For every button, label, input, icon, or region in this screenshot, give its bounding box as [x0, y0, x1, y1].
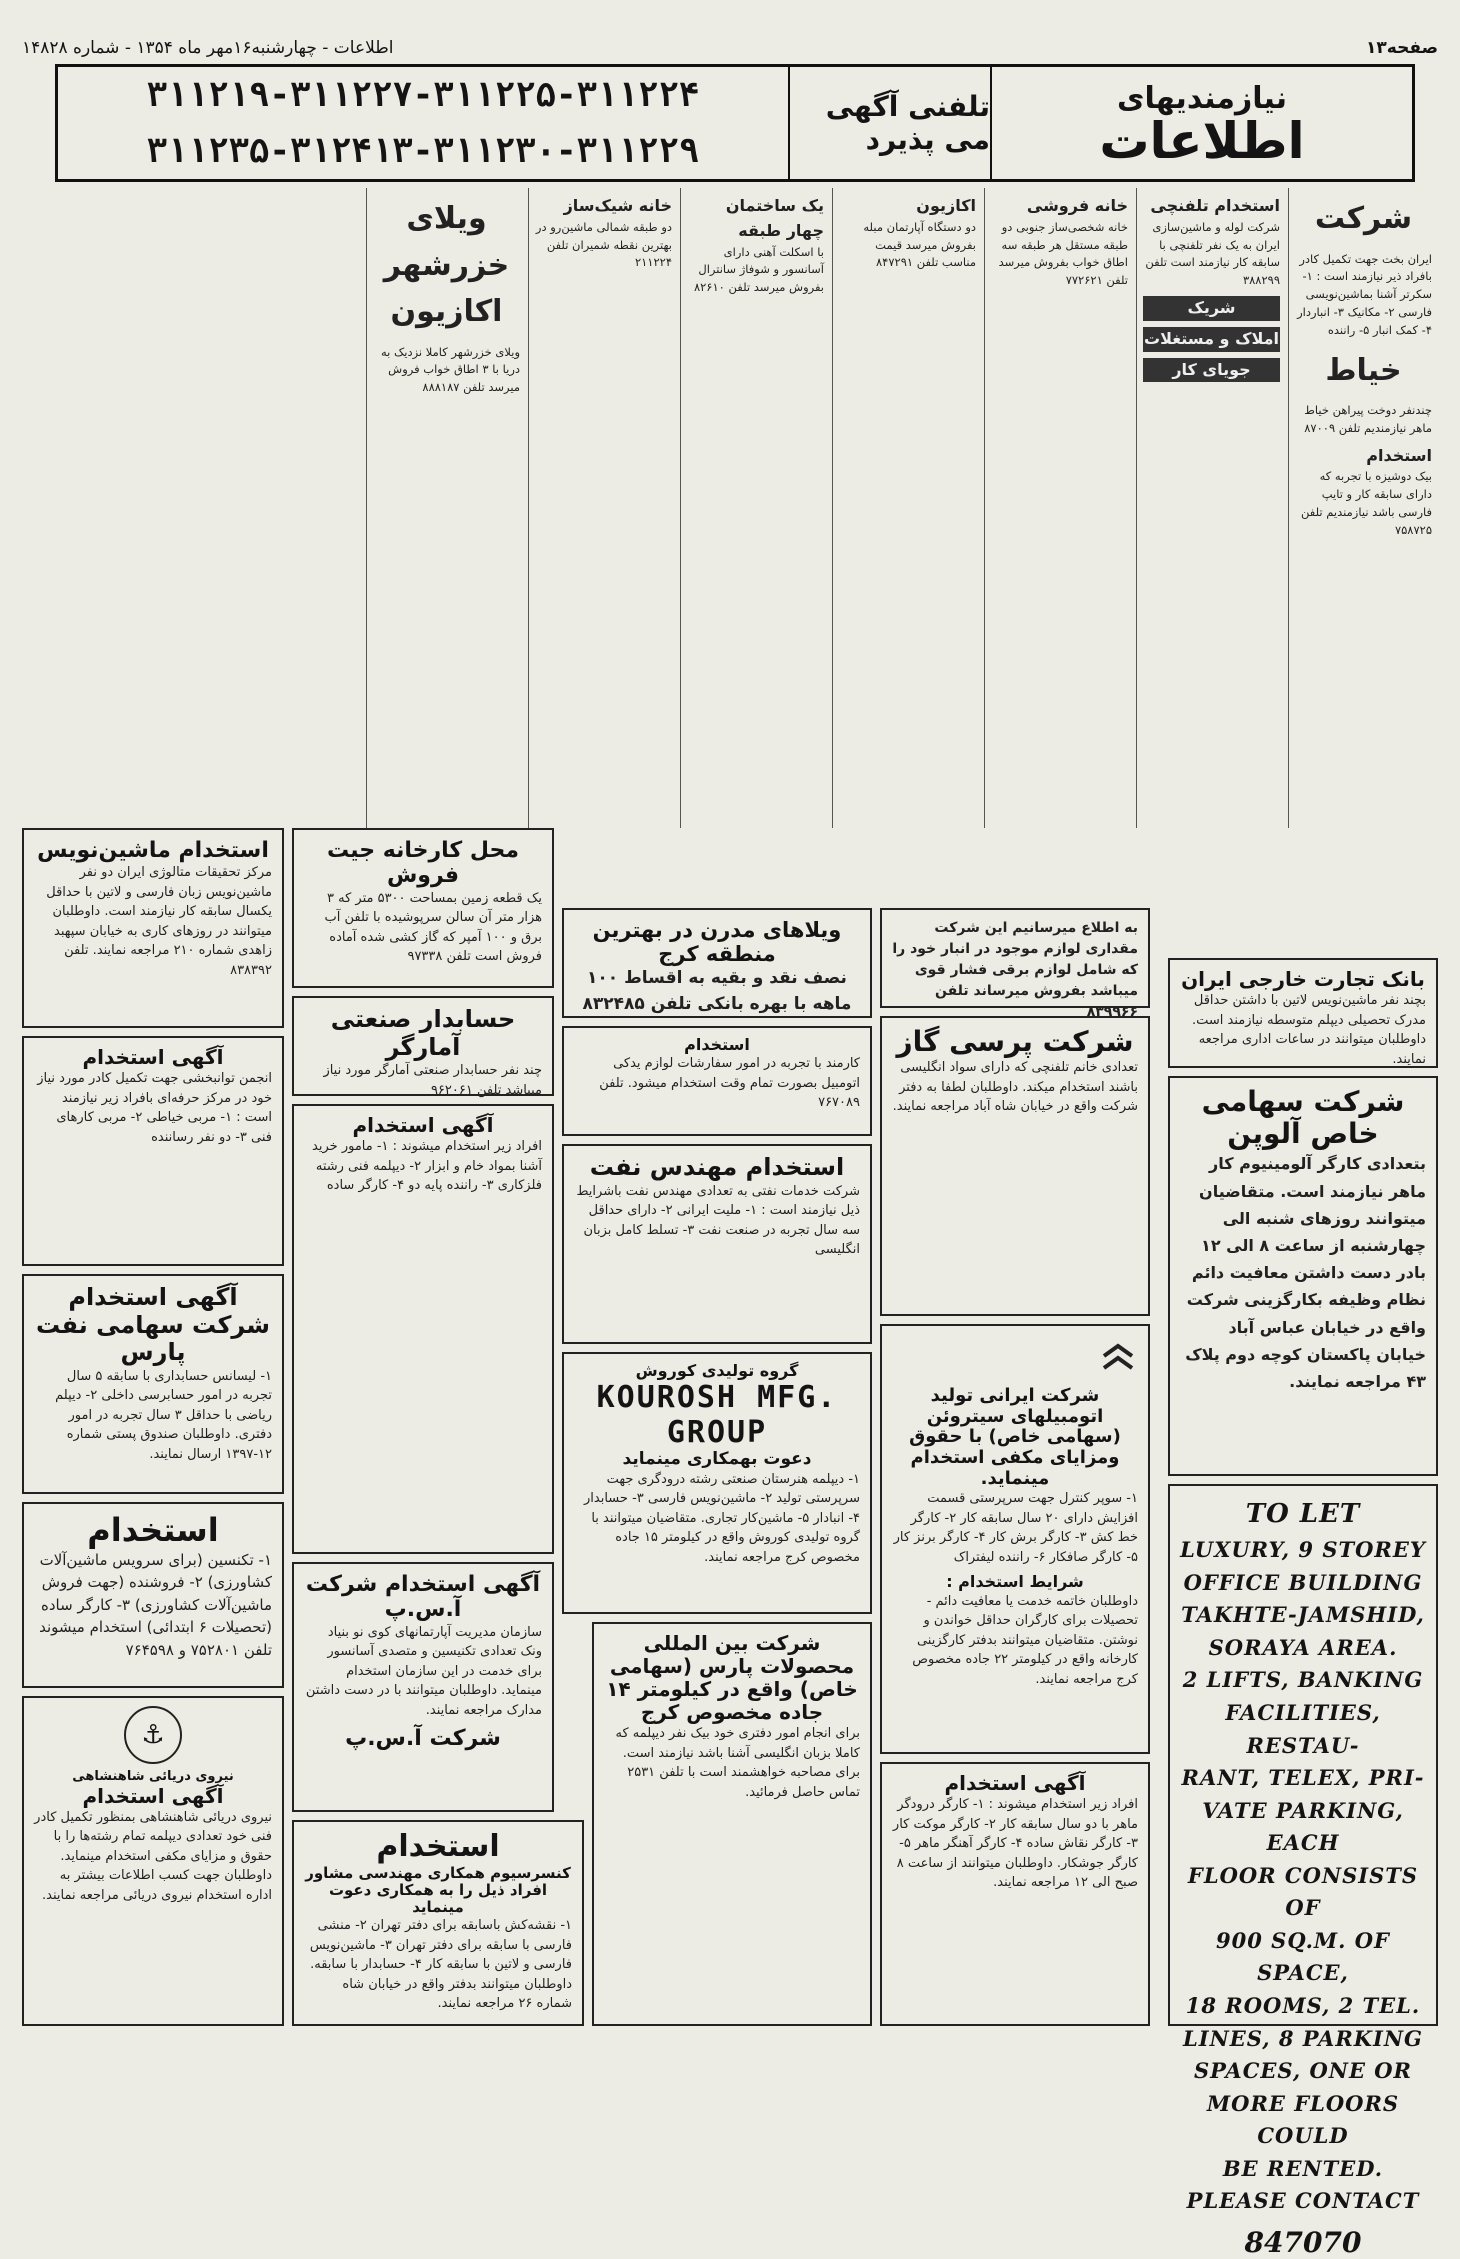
page-number: صفحه۱۳	[1366, 38, 1438, 58]
rehab-ad	[22, 1036, 284, 1266]
banner-brand-top: نیازمندیهای	[1116, 80, 1288, 116]
alupen-ad-body: بتعدادی کارگر آلومینیوم کار ماهر نیازمند است. متقاضیان میتوانند روزهای شنبه الی چهارشنبه از ساعت ۸ الی ۱۲ بادر دست داشتن معافیت دائم نظام وظیفه بکارگزینی شرکت واقع در خیابان عباس آباد خیابان پاکستان کوچه دوم پلاک ۴۳ مراجعه نمایند.	[1185, 1154, 1426, 1391]
alupen-ad	[1168, 1076, 1438, 1476]
pars-products-title: شرکت بین المللی محصولات پارس (سهامی خاص) واقع در کیلومتر ۱۴ جاده مخصوص کرج	[606, 1631, 858, 1724]
consortium-ad-body: ۱- نقشه‌کش باسابقه برای دفتر تهران ۲- منشی فارسی با سابقه برای دفتر تهران ۳- ماشین‌نویس فارسی و لاتین با سابقه کار ۴- حسابدار با سابقه. داوطلبان میتوانند بدفتر واقع در خیابان شاه شماره ۲۶ مراجعه نمایند.	[309, 1918, 572, 2012]
typist-ad-body: مرکز تحقیقات متالوژی ایران دو نفر ماشین‌نویس زبان فارسی و لاتین با حداقل یکسال سابقه کار نیازمند است. داوطلبان میتوانند در روزهای کاری به خیابان سپهبد زاهدی شماره ۲۱۰ مراجعه نمایند. تلفن ۸۳۸۳۹۲	[46, 865, 272, 978]
kourosh-logo: KOUROSH MFG. GROUP	[596, 1380, 838, 1451]
typist-ad	[22, 828, 284, 1028]
column-1-title: شرکت	[1314, 201, 1413, 236]
column-5-title: یک ساختمان چهار طبقه	[725, 196, 824, 240]
citroen-ad-body: ۱- سوپر کنترل جهت سرپرستی قسمت افزایش دارای ۲۰ سال سابقه کار ۲- کارگر خط کش ۳- کارگر برش کار ۴- کارگر برنز کار ۵- کارگر صافکار ۶- راننده لیفتراک	[893, 1491, 1138, 1565]
naft-pars-ad	[22, 1274, 284, 1494]
naft-pars-ad-body: ۱- لیسانس حسابداری با سابقه ۵ سال تجربه در امور حسابرسی داخلی ۲- دیپلم ریاضی با حداقل ۳ سال تجربه در امور دفتری. داوطلبان صندوق پستی شماره ۱۲-۱۳۹۷ ارسال نمایند.	[55, 1368, 272, 1462]
banner-tagline: تلفنی آگهی می پذیرد	[788, 67, 990, 179]
karaj-villa-body: نصف نقد و بقیه به اقساط ۱۰۰ ماهه با بهره بانکی تلفن ۸۳۲۴۸۵	[582, 968, 852, 1014]
to-let-line-4: TAKHTE-JAMSHID,	[1181, 1602, 1425, 1628]
classifieds-banner	[55, 64, 1415, 182]
to-let-line-16: BE RENTED.	[1222, 2155, 1384, 2181]
column-2-section-jobseekers: جویای کار	[1143, 358, 1280, 383]
to-let-line-3: OFFICE BUILDING	[1183, 1569, 1423, 1595]
accountant-ad-title: حسابدار صنعتی آمارگر	[330, 1005, 516, 1061]
bank-ad-title: بانک تجارت خارجی ایران	[1181, 967, 1425, 991]
classified-column-4	[832, 188, 982, 828]
consortium-ad	[292, 1820, 584, 2026]
to-let-line-8: RANT, TELEX, PRI-	[1181, 1765, 1425, 1791]
to-let-line-2: LUXURY, 9 STOREY	[1180, 1537, 1426, 1563]
typist-ad-title: استخدام ماشین‌نویس	[37, 838, 269, 863]
column-5-body: با اسکلت آهنی دارای آسانسور و شوفاژ سانترال بفروش میرسد تلفن ۸۲۶۱۰	[693, 244, 824, 295]
technician-ad-title: استخدام	[87, 1511, 219, 1549]
kourosh-ad-body: ۱- دیپلمه هنرستان صنعتی رشته درودگری جهت سرپرستی تولید ۲- ماشین‌نویس فارسی ۳- حسابدار ۴- انبادار ۵- ماشین‌کار تجاری. متقاضیان میتوانند با گروه تولیدی کوروش واقع در کیلومتر ۱۵ جاده مخصوص کرج مراجعه نمایند.	[584, 1471, 860, 1565]
issue-line: اطلاعات - چهارشنبه۱۶مهر ماه ۱۳۵۴ - شماره ۱۴۸۲۸	[22, 38, 394, 58]
column-1-title-2: خیاط	[1325, 352, 1402, 388]
pars-products-ad	[592, 1622, 872, 2026]
kourosh-ad-title: دعوت بهمکاری مینماید	[622, 1449, 812, 1470]
consortium-ad-title: استخدام	[376, 1829, 500, 1864]
factory-sale-ad	[292, 828, 554, 988]
persgaz-ad	[880, 1016, 1150, 1316]
banner-phones	[58, 67, 788, 179]
column-6-title: خانه شیک‌ساز	[563, 196, 672, 215]
bank-ad	[1168, 958, 1438, 1068]
clerk-ad	[562, 1026, 872, 1136]
classified-column-5	[680, 188, 830, 828]
persgaz-ad-title: شرکت پرسی گاز	[896, 1025, 1134, 1058]
hiring-ad-c	[880, 1762, 1150, 2026]
citroen-ad-title: شرکت ایرانی تولید اتومبیلهای سیتروئن (سهامی خاص) با حقوق ومزایای مکفی استخدام مینماید.	[909, 1385, 1121, 1489]
classified-column-6	[528, 188, 678, 828]
asp-ad-title: آگهی استخدام شرکت آ.س.پ	[305, 1572, 541, 1623]
banner-brand	[990, 67, 1412, 179]
hiring-ad-b	[292, 1104, 554, 1554]
asp-ad-body: سازمان مدیریت آپارتمانهای کوی نو بنیاد ونک تعدادی تکنیسین و متصدی آسانسور برای خدمت در این سازمان استخدام مینماید. داوطلبان میتوانند با در دست داشتن مدارک مراجعه نمایند.	[305, 1624, 542, 1718]
page-folio	[22, 38, 1438, 60]
column-2-title: استخدام تلفنچی	[1150, 196, 1280, 215]
naft-pars-ad-title: آگهی استخدام شرکت سهامی نفت پارس	[36, 1283, 270, 1367]
factory-sale-title: محل کارخانه جیت فروش	[327, 838, 519, 889]
clerk-ad-body: کارمند با تجربه در امور سفارشات لوازم یدکی اتومبیل بصورت تمام وقت استخدام میشود. تلفن ۷۶۷۰۸۹	[599, 1056, 860, 1111]
citroen-terms-title: شرایط استخدام :	[946, 1572, 1084, 1592]
column-1-body-3: بیک دوشیزه با تجربه که دارای سابقه کار و تایپ فارسی باشد نیازمندیم تلفن ۷۵۸۷۲۵	[1301, 469, 1432, 537]
petroleum-engineer-title: استخدام مهندس نفت	[589, 1153, 845, 1181]
rehab-ad-title: آگهی استخدام	[82, 1045, 224, 1069]
technician-ad-body: ۱- تکنسین (برای سرویس ماشین‌آلات کشاورزی) ۲- فروشنده (جهت فروش ماشین‌آلات کشاورزی) ۳- کارگر ساده (تحصیلات ۶ ابتدائی) استخدام میشوند تلفن ۷۵۲۸۰۱ و ۷۶۴۵۹۸	[39, 1550, 272, 1659]
column-1-title-3: استخدام	[1366, 445, 1432, 465]
karaj-villa-title: ویلاهای مدرن در بهترین منطقه کرج	[592, 918, 842, 967]
column-4-body: دو دستگاه آپارتمان مبله بفروش میرسد قیمت مناسب تلفن ۸۴۷۲۹۱	[863, 219, 976, 270]
accountant-ad	[292, 996, 554, 1096]
anchor-icon: ⚓	[124, 1706, 182, 1764]
column-4-title: اکازیون	[916, 196, 976, 215]
kourosh-logo-fa: گروه تولیدی کوروش	[635, 1361, 799, 1380]
column-1-body: ایران بخت جهت تکمیل کادر بافراد ذیر نیازمند است : ۱- سکرتر آشنا بماشین‌نویسی فارسی ۲- مکانیک ۳- انباردار ۴- کمک انبار ۵- راننده	[1297, 251, 1432, 337]
column-3-title: خانه فروشی	[1026, 196, 1128, 215]
citroen-terms-body: داوطلبان خاتمه خدمت یا معافیت دائم - تحصیلات برای کارگران حداقل خواندن و نوشتن. متقاضیان میتوانند بدفتر کارگزینی کارخانه واقع در کیلومتر ۲۲ جاده مخصوص کرج مراجعه نمایند.	[912, 1593, 1138, 1687]
kourosh-ad	[562, 1352, 872, 1614]
alupen-ad-title: شرکت سهامی خاص آلوپن	[1201, 1085, 1405, 1151]
to-let-line-7: FACILITIES, RESTAU-	[1225, 1700, 1381, 1758]
bank-ad-body: بچند نفر ماشین‌نویس لاتین با داشتن حداقل مدرک تحصیلی دیپلم متوسطه نیازمند است. داوطلبان میتوانند در ساعات اداری مراجعه نمایند.	[1191, 993, 1426, 1067]
to-let-line-11: 900 SQ.M. OF SPACE,	[1216, 1927, 1390, 1986]
pars-products-body: برای انجام امور دفتری خود بیک نفر دیپلمه که کاملا بزبان انگلیسی آشنا باشد نیازمند است. برای مصاحبه خواهشمند است با تلفن ۲۵۳۱ تماس حاصل فرمائید.	[615, 1726, 860, 1800]
asp-ad-footer: شرکت آ.س.پ	[345, 1726, 501, 1752]
petroleum-engineer-body: شرکت خدمات نفتی به تعدادی مهندس نفت باشرایط ذیل نیازمند است : ۱- ملیت ایرانی ۲- دارای حداقل سه سال تجربه در صنعت نفت ۳- تسلط کامل بزبان انگلیسی	[576, 1183, 860, 1258]
to-let-phone: 847070	[1244, 2225, 1362, 2259]
persgaz-ad-body: تعدادی خانم تلفنچی که دارای سواد انگلیسی باشند استخدام میکند. داوطلبان لطفا به دفتر شرکت واقع در خیابان شاه آباد مراجعه نمایند.	[892, 1060, 1138, 1115]
navy-ad-body: نیروی دریائی شاهنشاهی بمنظور تکمیل کادر فنی خود تعدادی دیپلمه تمام رشته‌ها را با حقوق و مزایای مکفی استخدام مینماید. داوطلبان جهت کسب اطلاعات بیشتر به اداره استخدام نیروی دریائی مراجعه نمایند.	[34, 1809, 272, 1903]
to-let-line-15: MORE FLOORS COULD	[1206, 2090, 1400, 2149]
rehab-ad-body: انجمن توانبخشی جهت تکمیل کادر مورد نیاز خود در مرکز حرفه‌ای بافراد زیر نیازمند است : ۱- مربی خیاطی ۲- مربی کارهای فنی ۳- دو نفر رساننده	[37, 1071, 272, 1145]
accountant-ad-body: چند نفر حسابدار صنعتی آمارگر مورد نیاز میباشد تلفن ۹۶۲۰۶۱	[323, 1063, 542, 1098]
karaj-villa-ad	[562, 908, 872, 1018]
to-let-line-17: PLEASE CONTACT	[1186, 2188, 1420, 2214]
technician-ad	[22, 1502, 284, 1688]
citroen-chevron-icon	[1098, 1338, 1138, 1378]
ads-grid	[22, 188, 1438, 2259]
column-3-body: خانه شخصی‌ساز جنوبی دو طبقه مستقل هر طبقه سه اطاق خواب بفروش میرسد تلفن ۷۷۲۶۲۱	[998, 219, 1128, 288]
to-let-line-1: TO LET	[1245, 1499, 1361, 1529]
hiring-ad-b-title: آگهی استخدام	[352, 1113, 494, 1137]
classified-column-3	[984, 188, 1134, 828]
to-let-line-10: FLOOR CONSISTS OF	[1187, 1862, 1419, 1921]
classified-column-2	[1136, 188, 1286, 828]
column-7-body: ویلای خزرشهر کاملا نزدیک به دریا با ۳ اطاق خواب فروش میرسد تلفن ۸۸۸۱۸۷	[380, 344, 520, 395]
banner-phones-line-1: ۳۱۱۲۱۹-۳۱۱۲۲۷-۳۱۱۲۲۵-۳۱۱۲۲۴	[146, 75, 700, 115]
column-2-body: شرکت لوله و ماشین‌سازی ایران به یک نفر تلفنچی با سابقه کار نیازمند است تلفن ۳۸۸۲۹۹	[1145, 219, 1280, 288]
classified-column-1	[1288, 188, 1438, 828]
to-let-line-12: 18 ROOMS, 2 TEL.	[1185, 1992, 1421, 2018]
consortium-ad-subtitle: کنسرسیوم همکاری مهندسی مشاور افراد ذیل را به همکاری دعوت مینماید	[305, 1863, 571, 1916]
asp-ad	[292, 1562, 554, 1812]
hiring-ad-c-title: آگهی استخدام	[944, 1771, 1086, 1795]
to-let-line-9: VATE PARKING, EACH	[1202, 1797, 1404, 1856]
to-let-line-5: SORAYA AREA.	[1208, 1634, 1398, 1660]
navy-ad	[22, 1696, 284, 2026]
navy-ad-title: آگهی استخدام	[82, 1783, 224, 1808]
banner-phones-line-2: ۳۱۱۲۳۵-۳۱۲۴۱۳-۳۱۱۲۳۰-۳۱۱۲۲۹	[146, 131, 700, 171]
column-1-body-2: چندنفر دوخت پیراهن خیاط ماهر نیازمندیم تلفن ۸۷۰۰۹	[1304, 403, 1432, 435]
banner-brand-main: اطلاعات	[1099, 111, 1305, 170]
to-let-ad	[1168, 1484, 1438, 2259]
petroleum-engineer-ad	[562, 1144, 872, 1344]
column-2-section-realestate: املاک و مستغلات	[1143, 327, 1280, 352]
to-let-line-14: SPACES, ONE OR	[1193, 2058, 1413, 2084]
classified-column-7	[366, 188, 526, 828]
navy-org: نیروی دریائی شاهنشاهی	[72, 1769, 234, 1784]
column-2-section-partner: شریک	[1143, 296, 1280, 321]
stock-notice-ad	[880, 908, 1150, 1020]
stock-notice-body: به اطلاع میرسانیم این شرکت مقداری لوازم موجود در انبار خود را که شامل لوازم برقی فشار قوی میباشد بفروش میرساند تلفن ۸۳۹۹۶۶	[892, 920, 1138, 1020]
to-let-line-13: LINES, 8 PARKING	[1183, 2025, 1423, 2051]
citroen-ad	[880, 1324, 1150, 1754]
to-let-line-6: 2 LIFTS, BANKING	[1182, 1667, 1424, 1693]
factory-sale-body: یک قطعه زمین بمساحت ۵۳۰۰ متر که ۳ هزار متر آن سالن سرپوشیده با تلفن آب برق و ۱۰۰ آمپر که گاز کشی شده آماده فروش است تلفن ۹۷۳۳۸	[324, 890, 542, 965]
column-6-body: دو طبقه شمالی ماشین‌رو در بهترین نقطه شمیران تلفن ۲۱۱۲۲۴	[535, 219, 672, 270]
clerk-ad-title: استخدام	[684, 1035, 750, 1054]
hiring-ad-b-body: افراد زیر استخدام میشوند : ۱- مامور خرید آشنا بمواد خام و ابزار ۲- دیپلمه فنی رشته فلزکاری ۳- راننده پایه دو ۴- کارگر ساده	[312, 1139, 542, 1193]
hiring-ad-c-body: افراد زیر استخدام میشوند : ۱- کارگر درودگر ماهر با دو سال سابقه کار ۲- کارگر موکت کار ۳- کارگر نقاش ساده ۴- کارگر آهنگر ماهر ۵- کارگر جوشکار. داوطلبان میتوانند از ساعت ۸ صبح الی ۱۲ مراجعه نمایند.	[892, 1797, 1138, 1890]
column-7-title: ویلای خزرشهر اکازیون	[383, 201, 510, 329]
